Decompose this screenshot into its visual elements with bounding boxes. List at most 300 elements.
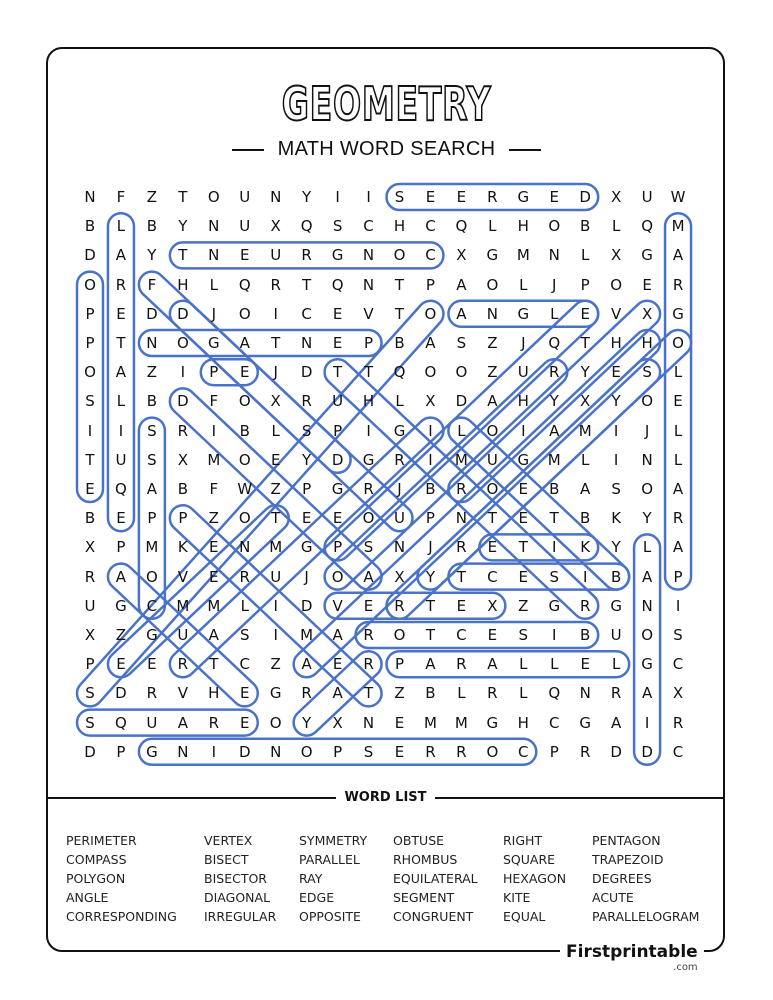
grid-cell[interactable]: N [208,217,220,236]
grid-cell[interactable]: O [238,392,251,411]
grid-cell[interactable]: R [363,626,374,644]
grid-cell[interactable]: U [146,713,158,732]
grid-cell[interactable]: E [116,509,126,528]
grid-cell[interactable]: P [333,421,343,440]
grid-cell[interactable]: P [333,742,343,761]
grid-cell[interactable]: E [518,509,529,528]
grid-cell[interactable]: N [208,246,220,265]
grid-cell[interactable]: E [487,538,498,557]
grid-cell[interactable]: T [518,538,528,557]
grid-cell[interactable]: O [641,626,653,644]
grid-cell[interactable]: I [87,421,93,440]
grid-cell[interactable]: A [208,626,219,644]
grid-cell[interactable]: X [425,392,436,411]
grid-cell[interactable]: E [116,304,126,323]
grid-cell[interactable]: T [209,655,219,674]
grid-cell[interactable]: S [85,684,95,703]
grid-cell[interactable]: C [672,655,684,674]
grid-cell[interactable]: L [209,275,218,294]
grid-cell[interactable]: H [517,713,529,732]
grid-cell[interactable]: I [335,188,340,206]
grid-cell[interactable]: S [642,363,652,382]
grid-cell[interactable]: E [209,567,219,586]
grid-cell[interactable]: T [116,334,126,352]
grid-cell[interactable]: G [548,596,561,615]
grid-cell[interactable]: M [300,626,314,644]
grid-cell[interactable]: R [456,480,467,498]
grid-cell[interactable]: G [362,450,375,469]
grid-cell[interactable]: Z [208,509,219,528]
grid-cell[interactable]: R [301,392,312,411]
grid-cell[interactable]: D [610,742,622,761]
grid-cell[interactable]: D [84,246,96,265]
grid-cell[interactable]: P [178,509,188,528]
grid-cell[interactable]: Q [641,217,653,236]
grid-cell[interactable]: C [518,742,529,761]
grid-cell[interactable]: I [644,713,650,732]
grid-cell[interactable]: E [270,450,281,469]
grid-cell[interactable]: N [548,246,560,265]
grid-cell[interactable]: U [84,596,96,615]
grid-cell[interactable]: N [486,304,498,323]
grid-cell[interactable]: O [424,304,437,323]
grid-cell[interactable]: D [84,742,96,761]
grid-cell[interactable]: L [550,304,559,323]
grid-cell[interactable]: I [211,742,217,761]
grid-cell[interactable]: Y [425,567,436,586]
grid-cell[interactable]: P [580,275,590,294]
grid-cell[interactable]: M [176,596,190,615]
grid-cell[interactable]: K [611,509,622,528]
grid-cell[interactable]: R [456,655,467,674]
grid-cell[interactable]: A [672,480,684,498]
grid-cell[interactable]: R [425,742,436,761]
grid-cell[interactable]: L [673,363,683,382]
grid-cell[interactable]: G [300,538,313,557]
grid-cell[interactable]: R [672,509,684,528]
grid-cell[interactable]: R [115,275,127,294]
grid-cell[interactable]: M [578,421,592,440]
grid-cell[interactable]: Q [393,363,406,382]
grid-cell[interactable]: E [240,684,250,703]
grid-cell[interactable]: B [580,217,591,236]
grid-cell[interactable]: M [423,713,437,732]
grid-cell[interactable]: P [425,275,435,294]
grid-cell[interactable]: G [146,626,158,644]
grid-cell[interactable]: E [332,655,343,674]
grid-cell[interactable]: N [362,713,375,732]
grid-cell[interactable]: T [425,596,436,615]
grid-cell[interactable]: L [673,421,683,440]
grid-cell[interactable]: P [333,538,343,557]
grid-cell[interactable]: G [146,742,158,761]
grid-cell[interactable]: Z [146,188,158,206]
grid-cell[interactable]: R [579,596,591,615]
grid-cell[interactable]: N [641,596,653,615]
grid-cell[interactable]: B [580,626,591,644]
grid-cell[interactable]: D [300,363,313,382]
grid-cell[interactable]: F [147,275,157,294]
grid-cell[interactable]: H [208,684,220,703]
grid-cell[interactable]: R [394,596,405,615]
grid-cell[interactable]: A [580,480,591,498]
grid-cell[interactable]: Z [518,596,529,615]
grid-cell[interactable]: R [487,188,498,206]
grid-cell[interactable]: A [456,304,467,323]
grid-cell[interactable]: E [147,655,157,674]
grid-cell[interactable]: D [641,742,653,761]
grid-cell[interactable]: E [209,538,219,557]
grid-cell[interactable]: I [552,538,557,557]
grid-cell[interactable]: Q [548,684,561,703]
grid-cell[interactable]: O [84,363,96,382]
grid-cell[interactable]: E [673,392,683,411]
grid-cell[interactable]: T [456,567,466,586]
grid-cell[interactable]: S [301,421,312,440]
grid-cell[interactable]: P [394,655,405,674]
grid-cell[interactable]: Z [487,363,498,382]
grid-cell[interactable]: I [180,363,186,382]
grid-cell[interactable]: E [394,713,405,732]
grid-cell[interactable]: G [331,480,344,498]
grid-cell[interactable]: E [332,304,343,323]
grid-cell[interactable]: G [486,246,499,265]
grid-cell[interactable]: D [300,596,313,615]
grid-cell[interactable]: X [611,246,622,265]
grid-cell[interactable]: B [610,567,622,586]
grid-cell[interactable]: O [238,509,251,528]
grid-cell[interactable]: Y [611,538,621,557]
grid-cell[interactable]: X [270,217,281,236]
grid-cell[interactable]: B [84,509,96,528]
grid-cell[interactable]: B [425,480,436,498]
grid-cell[interactable]: M [671,217,685,236]
grid-cell[interactable]: S [673,626,683,644]
grid-cell[interactable]: E [518,567,529,586]
grid-cell[interactable]: A [425,655,436,674]
grid-cell[interactable]: J [211,304,217,323]
grid-cell[interactable]: L [395,392,404,411]
grid-cell[interactable]: L [611,217,621,236]
grid-cell[interactable]: A [611,713,622,732]
grid-cell[interactable]: Y [302,450,312,469]
grid-cell[interactable]: O [672,334,684,352]
grid-cell[interactable]: I [366,188,371,206]
grid-cell[interactable]: X [641,304,653,323]
grid-cell[interactable]: Z [394,684,405,703]
grid-cell[interactable]: O [238,304,251,323]
grid-cell[interactable]: U [239,217,251,236]
grid-cell[interactable]: H [393,217,406,236]
grid-cell[interactable]: Q [548,334,561,352]
grid-cell[interactable]: P [549,742,559,761]
grid-cell[interactable]: S [549,567,560,586]
grid-cell[interactable]: I [521,421,526,440]
grid-cell[interactable]: J [521,334,526,352]
grid-cell[interactable]: A [456,275,467,294]
grid-cell[interactable]: R [672,713,684,732]
grid-cell[interactable]: X [84,626,96,644]
grid-cell[interactable]: C [549,713,560,732]
grid-cell[interactable]: D [146,304,158,323]
grid-cell[interactable]: A [672,538,684,557]
grid-cell[interactable]: O [331,567,344,586]
grid-cell[interactable]: U [641,188,653,206]
grid-cell[interactable]: T [363,363,374,382]
grid-cell[interactable]: N [270,188,282,206]
grid-cell[interactable]: N [84,188,96,206]
grid-cell[interactable]: U [394,509,405,528]
grid-cell[interactable]: E [116,655,126,674]
grid-cell[interactable]: D [455,392,468,411]
grid-cell[interactable]: T [487,509,497,528]
grid-cell[interactable]: I [428,421,433,440]
grid-cell[interactable]: C [487,567,498,586]
grid-cell[interactable]: A [425,334,436,352]
grid-cell[interactable]: O [424,363,437,382]
grid-cell[interactable]: F [209,392,219,411]
grid-cell[interactable]: N [641,450,653,469]
grid-cell[interactable]: G [393,421,406,440]
grid-cell[interactable]: T [178,188,188,206]
grid-cell[interactable]: N [146,334,158,352]
grid-cell[interactable]: B [239,421,250,440]
grid-cell[interactable]: R [239,567,250,586]
grid-cell[interactable]: C [146,596,158,615]
grid-cell[interactable]: G [579,713,591,732]
grid-cell[interactable]: O [393,246,406,265]
grid-cell[interactable]: J [273,363,278,382]
grid-cell[interactable]: K [177,538,188,557]
grid-cell[interactable]: W [237,480,253,498]
grid-cell[interactable]: B [146,217,158,236]
grid-cell[interactable]: Z [146,363,158,382]
grid-cell[interactable]: Y [549,392,559,411]
grid-cell[interactable]: O [455,363,468,382]
grid-cell[interactable]: N [579,684,591,703]
grid-cell[interactable]: Q [331,275,344,294]
grid-cell[interactable]: L [519,684,528,703]
grid-cell[interactable]: L [488,217,497,236]
grid-cell[interactable]: L [673,450,683,469]
grid-cell[interactable]: V [611,304,622,323]
grid-cell[interactable]: T [363,684,374,703]
grid-cell[interactable]: O [362,509,375,528]
grid-cell[interactable]: U [610,626,622,644]
grid-cell[interactable]: A [549,421,560,440]
grid-cell[interactable]: C [301,304,312,323]
grid-cell[interactable]: O [393,626,406,644]
grid-cell[interactable]: V [177,567,188,586]
grid-cell[interactable]: Z [270,655,281,674]
grid-cell[interactable]: I [675,596,681,615]
grid-cell[interactable]: N [362,275,375,294]
grid-cell[interactable]: L [271,421,280,440]
grid-cell[interactable]: G [517,188,530,206]
grid-cell[interactable]: M [454,713,468,732]
grid-cell[interactable]: E [240,246,250,265]
grid-cell[interactable]: A [641,567,653,586]
grid-cell[interactable]: X [177,450,188,469]
grid-cell[interactable]: E [332,509,343,528]
grid-cell[interactable]: L [611,655,621,674]
grid-cell[interactable]: A [487,655,498,674]
grid-cell[interactable]: X [611,188,622,206]
grid-cell[interactable]: G [269,684,282,703]
grid-cell[interactable]: X [456,246,467,265]
grid-cell[interactable]: V [177,684,188,703]
grid-cell[interactable]: P [209,363,219,382]
grid-cell[interactable]: I [582,567,588,586]
grid-cell[interactable]: L [581,246,590,265]
grid-cell[interactable]: C [456,626,467,644]
grid-cell[interactable]: U [270,246,282,265]
grid-cell[interactable]: U [239,188,251,206]
grid-cell[interactable]: Y [178,217,188,236]
grid-cell[interactable]: Y [611,392,621,411]
grid-cell[interactable]: E [394,742,405,761]
grid-cell[interactable]: Y [147,246,157,265]
grid-cell[interactable]: G [641,246,653,265]
grid-cell[interactable]: L [581,450,590,469]
grid-cell[interactable]: E [240,713,250,732]
grid-cell[interactable]: P [302,480,312,498]
grid-cell[interactable]: N [362,246,375,265]
grid-cell[interactable]: A [332,626,343,644]
grid-cell[interactable]: U [270,567,282,586]
grid-cell[interactable]: O [486,480,499,498]
grid-cell[interactable]: U [177,626,189,644]
grid-cell[interactable]: O [641,480,653,498]
grid-cell[interactable]: I [366,421,371,440]
grid-cell[interactable]: H [641,334,653,352]
grid-cell[interactable]: O [238,450,251,469]
grid-cell[interactable]: O [84,275,96,294]
grid-cell[interactable]: R [549,363,560,382]
grid-cell[interactable]: B [580,509,591,528]
grid-cell[interactable]: N [177,742,189,761]
grid-cell[interactable]: T [178,246,188,265]
grid-cell[interactable]: A [177,713,188,732]
grid-cell[interactable]: S [85,392,95,411]
grid-cell[interactable]: X [84,538,96,557]
grid-cell[interactable]: T [302,275,312,294]
grid-cell[interactable]: O [176,334,189,352]
grid-cell[interactable]: E [518,480,529,498]
grid-cell[interactable]: L [550,655,559,674]
grid-cell[interactable]: G [207,334,220,352]
grid-cell[interactable]: N [270,742,282,761]
grid-cell[interactable]: E [301,509,312,528]
grid-cell[interactable]: T [394,304,405,323]
grid-cell[interactable]: N [455,509,467,528]
grid-cell[interactable]: C [425,246,436,265]
grid-cell[interactable]: E [363,596,374,615]
grid-cell[interactable]: U [486,450,498,469]
grid-cell[interactable]: X [580,392,591,411]
grid-cell[interactable]: P [85,304,95,323]
grid-cell[interactable]: A [672,246,684,265]
grid-cell[interactable]: O [641,392,653,411]
grid-cell[interactable]: J [428,538,433,557]
grid-cell[interactable]: P [147,509,157,528]
grid-cell[interactable]: M [454,450,468,469]
grid-cell[interactable]: A [487,392,498,411]
grid-cell[interactable]: S [147,421,157,440]
grid-cell[interactable]: D [177,304,189,323]
grid-cell[interactable]: R [456,538,467,557]
grid-cell[interactable]: M [516,246,530,265]
grid-cell[interactable]: X [672,684,684,703]
grid-cell[interactable]: Q [300,217,313,236]
grid-cell[interactable]: D [177,392,189,411]
grid-cell[interactable]: I [428,450,433,469]
grid-cell[interactable]: R [394,450,405,469]
grid-cell[interactable]: J [304,567,309,586]
grid-cell[interactable]: L [457,421,466,440]
grid-cell[interactable]: L [642,538,652,557]
grid-cell[interactable]: S [239,626,250,644]
grid-cell[interactable]: T [333,363,343,382]
grid-cell[interactable]: R [301,246,312,265]
grid-cell[interactable]: G [641,655,653,674]
grid-cell[interactable]: E [642,275,652,294]
grid-cell[interactable]: A [332,684,343,703]
grid-cell[interactable]: E [580,304,590,323]
grid-cell[interactable]: Z [487,334,498,352]
grid-cell[interactable]: J [552,275,557,294]
grid-cell[interactable]: M [145,538,159,557]
grid-cell[interactable]: G [517,304,530,323]
grid-cell[interactable]: A [146,480,158,498]
grid-cell[interactable]: M [207,450,221,469]
grid-cell[interactable]: A [115,246,127,265]
grid-cell[interactable]: L [116,217,126,236]
grid-cell[interactable]: O [207,188,220,206]
grid-cell[interactable]: N [239,538,251,557]
grid-cell[interactable]: S [363,538,374,557]
grid-cell[interactable]: D [115,684,127,703]
grid-cell[interactable]: R [456,742,467,761]
grid-cell[interactable]: T [549,509,559,528]
grid-cell[interactable]: B [425,684,436,703]
grid-cell[interactable]: O [486,421,499,440]
grid-cell[interactable]: I [118,421,124,440]
grid-cell[interactable]: M [269,538,283,557]
grid-cell[interactable]: P [425,509,435,528]
grid-cell[interactable]: P [116,742,126,761]
grid-cell[interactable]: P [364,334,374,352]
grid-cell[interactable]: I [273,304,278,323]
grid-cell[interactable]: R [579,742,591,761]
grid-cell[interactable]: E [240,363,250,382]
grid-cell[interactable]: A [239,334,250,352]
grid-cell[interactable]: L [240,596,249,615]
grid-cell[interactable]: H [362,392,375,411]
grid-cell[interactable]: A [641,684,653,703]
grid-cell[interactable]: T [580,334,590,352]
grid-cell[interactable]: S [363,742,374,761]
grid-cell[interactable]: D [331,450,344,469]
grid-cell[interactable]: O [486,275,499,294]
grid-cell[interactable]: S [611,480,621,498]
grid-cell[interactable]: M [547,450,561,469]
grid-cell[interactable]: Y [580,363,590,382]
grid-cell[interactable]: B [177,480,188,498]
grid-cell[interactable]: N [393,538,406,557]
grid-cell[interactable]: O [269,713,282,732]
grid-cell[interactable]: B [549,480,560,498]
